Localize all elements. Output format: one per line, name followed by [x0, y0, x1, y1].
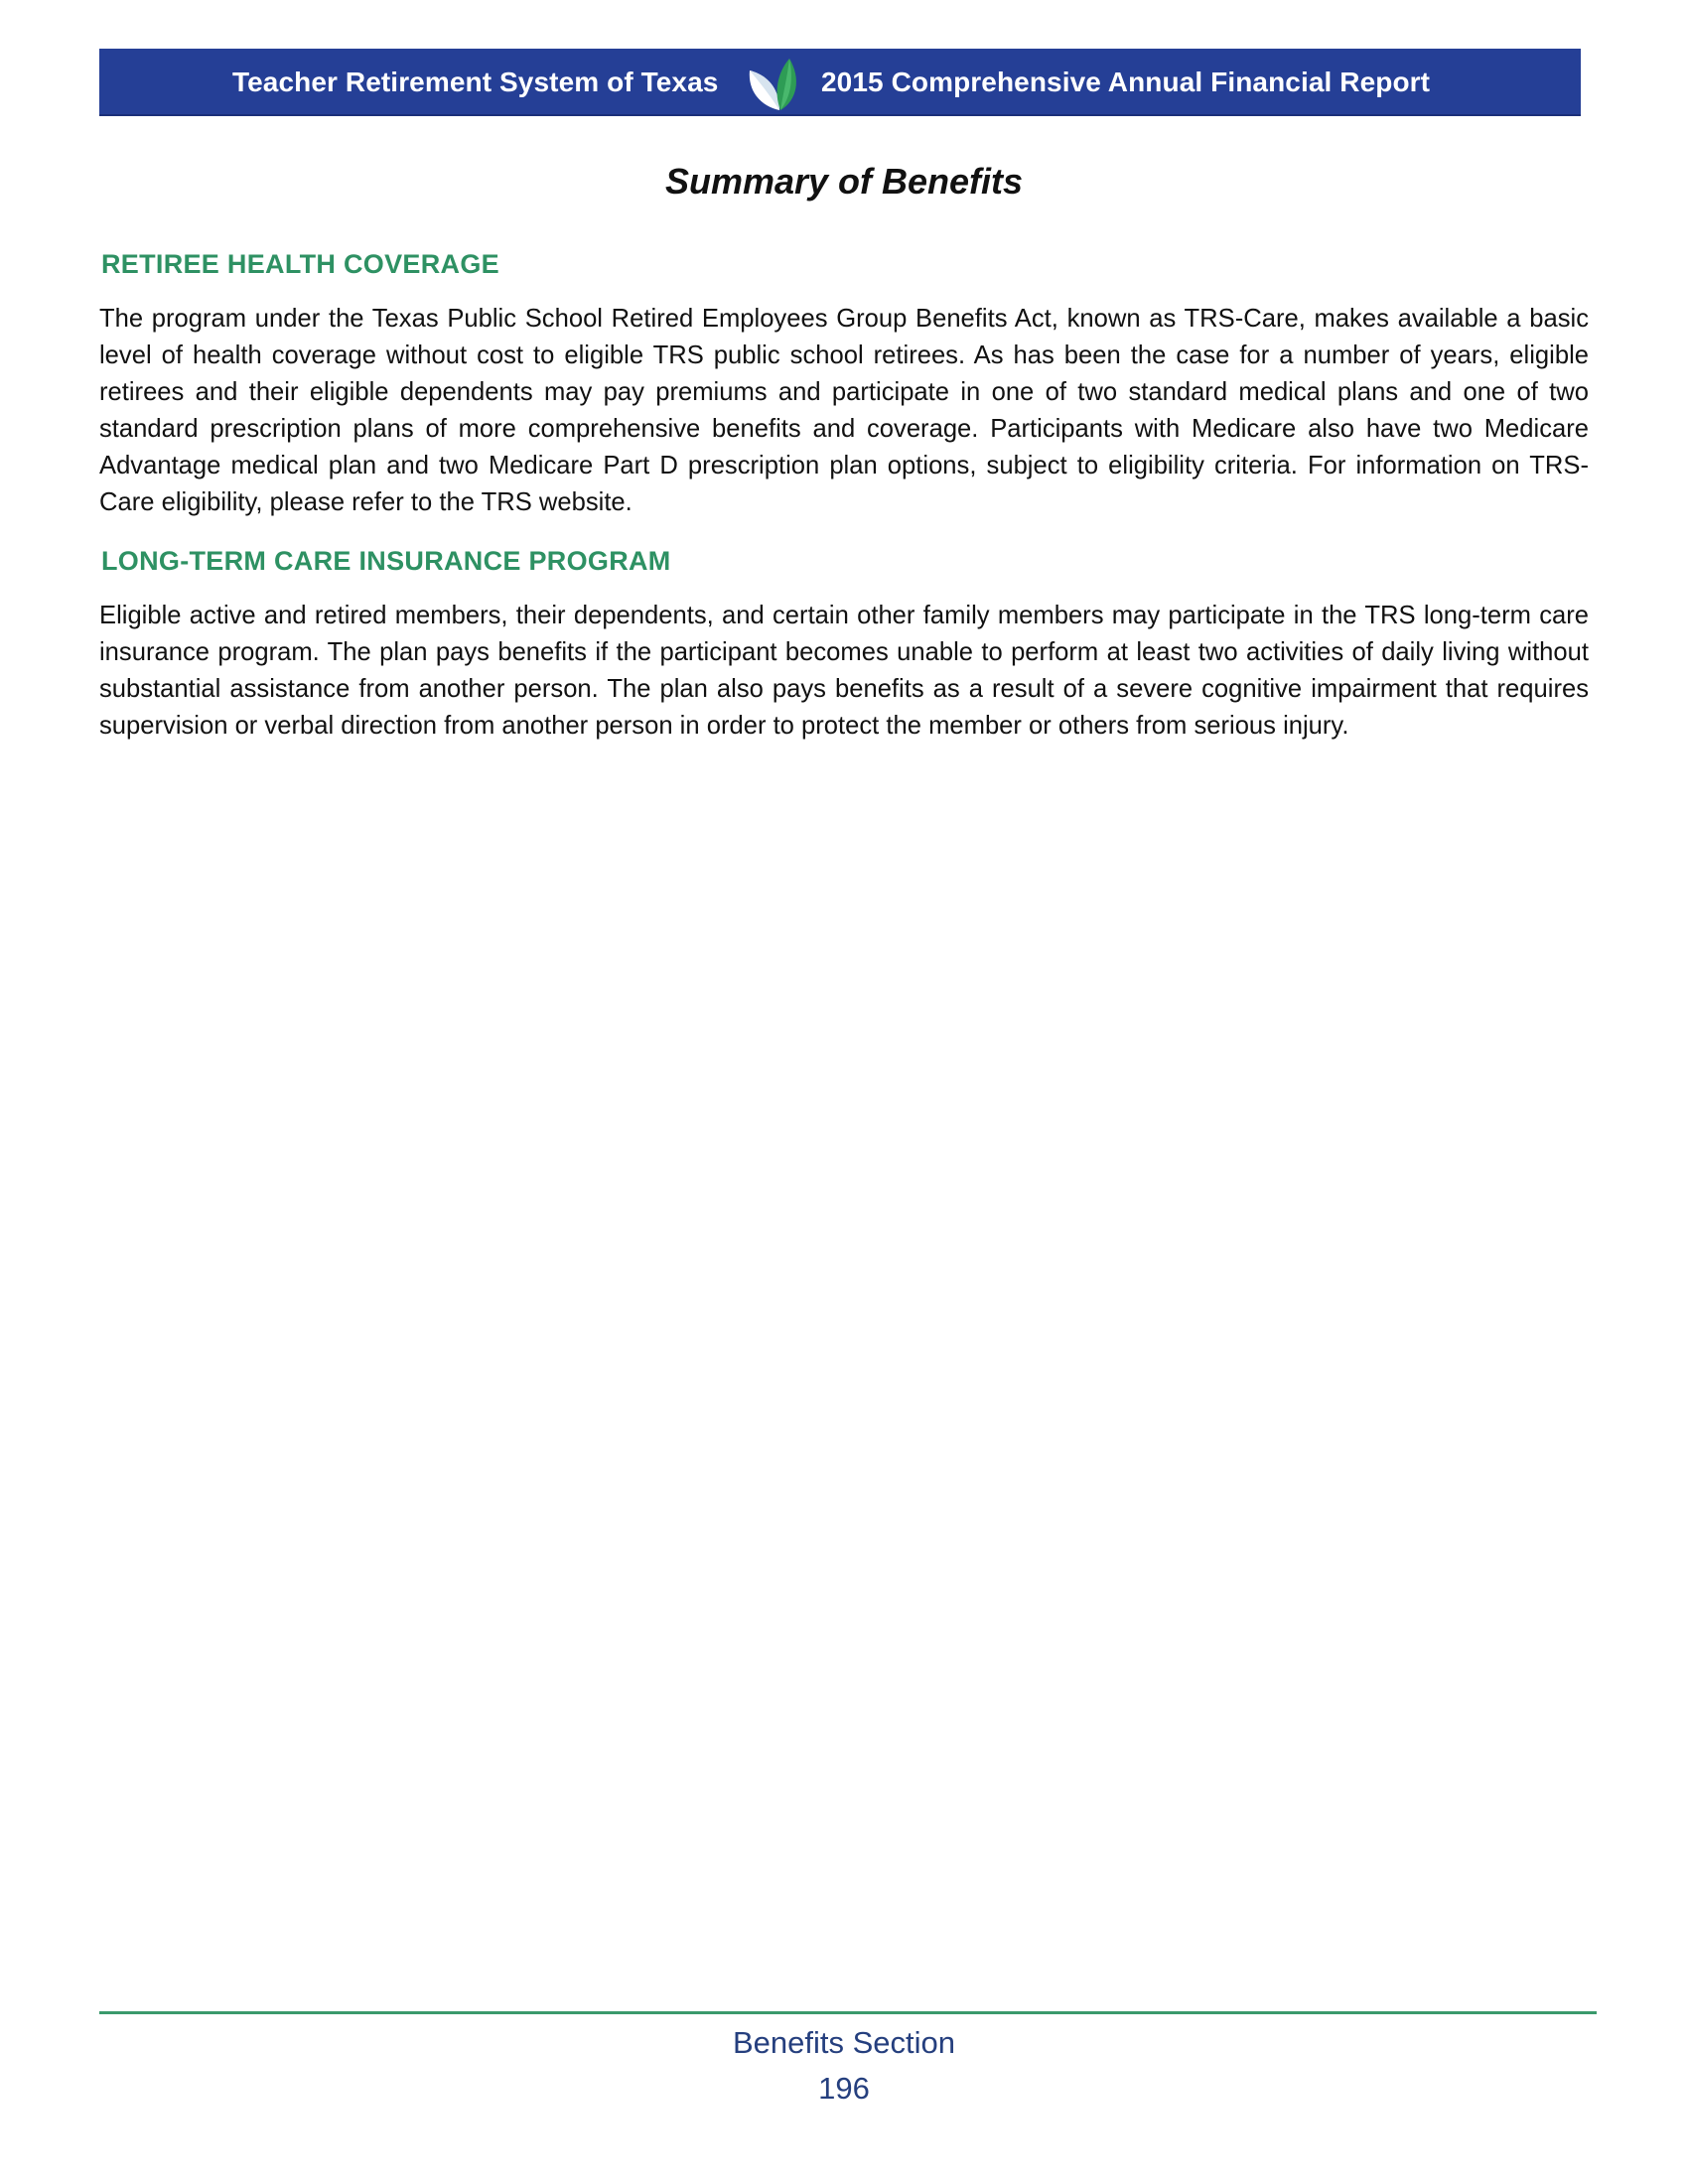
section-body-retiree-health: The program under the Texas Public School Retired Employees Group Benefits Act, known as TRS-Care, makes available a basic level of health coverage without cost to eligible TRS public school retirees. As has been the case for a number of years, eligible retirees and their eligible dependents may pay premiums and participate in one of two standard medical plans and one of two standard prescription plans of more comprehensive benefits and coverage. Participants with Medicare also have two Medicare Advantage medical plan and two Medicare Part D prescription plan options, subject to eligibility criteria. For information on TRS-Care eligibility, please refer to the TRS website.: [99, 305, 1589, 516]
footer-divider: [99, 2011, 1597, 2014]
leaf-logo-icon: [740, 53, 809, 114]
report-header-banner: [99, 49, 1581, 116]
page-title: Summary of Benefits: [664, 161, 1024, 202]
page-number: 196: [818, 2071, 870, 2106]
section-heading-retiree-health: RETIREE HEALTH COVERAGE: [101, 249, 499, 279]
organization-name: Teacher Retirement System of Texas: [232, 67, 719, 97]
report-title: 2015 Comprehensive Annual Financial Report: [821, 67, 1431, 97]
footer-section-name: Benefits Section: [732, 2025, 956, 2060]
section-heading-long-term-care: LONG-TERM CARE INSURANCE PROGRAM: [101, 546, 671, 576]
section-body-long-term-care: Eligible active and retired members, their dependents, and certain other family members may participate in the TRS long-term care insurance program. The plan pays benefits if the participant becomes unable to perform at least two activities of daily living without substantial assistance from another person. The plan also pays benefits as a result of a severe cognitive impairment that requires supervision or verbal direction from another person in order to protect the member or others from serious injury.: [99, 602, 1589, 740]
